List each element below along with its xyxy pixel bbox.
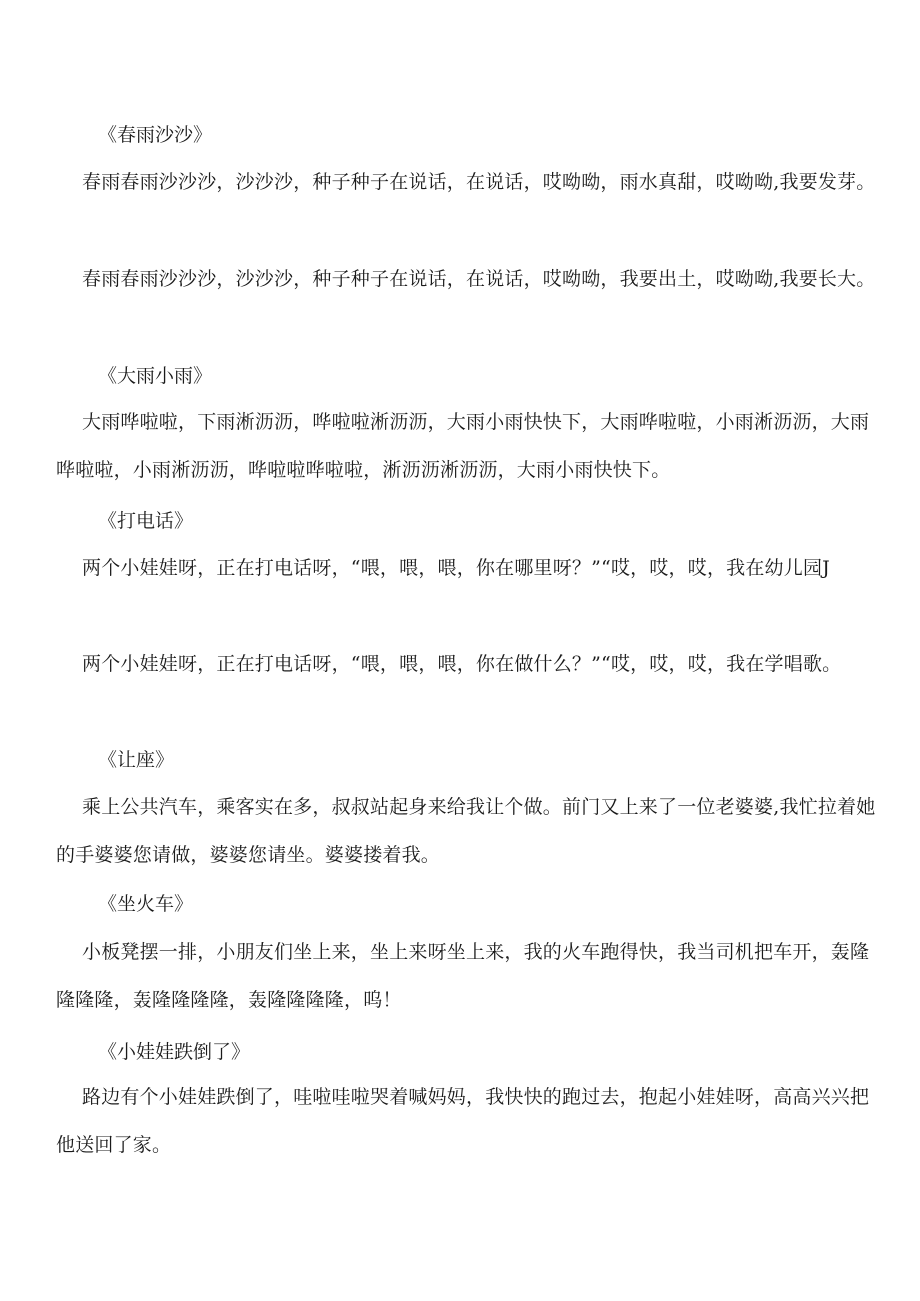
poem-title: 《让座》 bbox=[98, 749, 175, 771]
poem-title: 《坐火车》 bbox=[98, 893, 194, 915]
poem-paragraph: 春雨春雨沙沙沙，沙沙沙，种子种子在说话，在说话，哎呦呦，我要出土，哎呦呦,我要长大。 bbox=[82, 268, 876, 290]
poem-title: 《打电话》 bbox=[98, 510, 194, 532]
poem-paragraph: 春雨春雨沙沙沙，沙沙沙，种子种子在说话，在说话，哎呦呦，雨水真甜，哎呦呦,我要发芽。 bbox=[82, 171, 876, 193]
poem-paragraph: 路边有个小娃娃跌倒了，哇啦哇啦哭着喊妈妈，我快快的跑过去，抱起小娃娃呀，高高兴兴把他送回了家。 bbox=[56, 1086, 870, 1156]
poem-paragraph: 小板凳摆一排，小朋友们坐上来，坐上来呀坐上来，我的火车跑得快，我当司机把车开，轰隆隆隆隆，轰隆隆隆隆，轰隆隆隆隆，呜！ bbox=[56, 941, 870, 1011]
poem-paragraph: 大雨哗啦啦，下雨淅沥沥，哗啦啦淅沥沥，大雨小雨快快下，大雨哗啦啦，小雨淅沥沥，大雨哗啦啦，小雨淅沥沥，哗啦啦哗啦啦，淅沥沥淅沥沥，大雨小雨快快下。 bbox=[56, 411, 870, 481]
poem-title: 《春雨沙沙》 bbox=[98, 124, 213, 146]
poem-title: 《小娃娃跌倒了》 bbox=[98, 1041, 251, 1063]
poem-title: 《大雨小雨》 bbox=[98, 365, 213, 387]
poem-paragraph: 乘上公共汽车，乘客实在多，叔叔站起身来给我让个做。前门又上来了一位老婆婆,我忙拉着她的手婆婆您请做，婆婆您请坐。婆婆搂着我。 bbox=[56, 796, 876, 866]
poem-paragraph: 两个小娃娃呀，正在打电话呀，“喂，喂，喂，你在做什么？”“哎，哎，哎，我在学唱歌。 bbox=[82, 653, 842, 675]
poem-paragraph: 两个小娃娃呀，正在打电话呀，“喂，喂，喂，你在哪里呀？”“哎，哎，哎，我在幼儿园J bbox=[82, 557, 830, 579]
